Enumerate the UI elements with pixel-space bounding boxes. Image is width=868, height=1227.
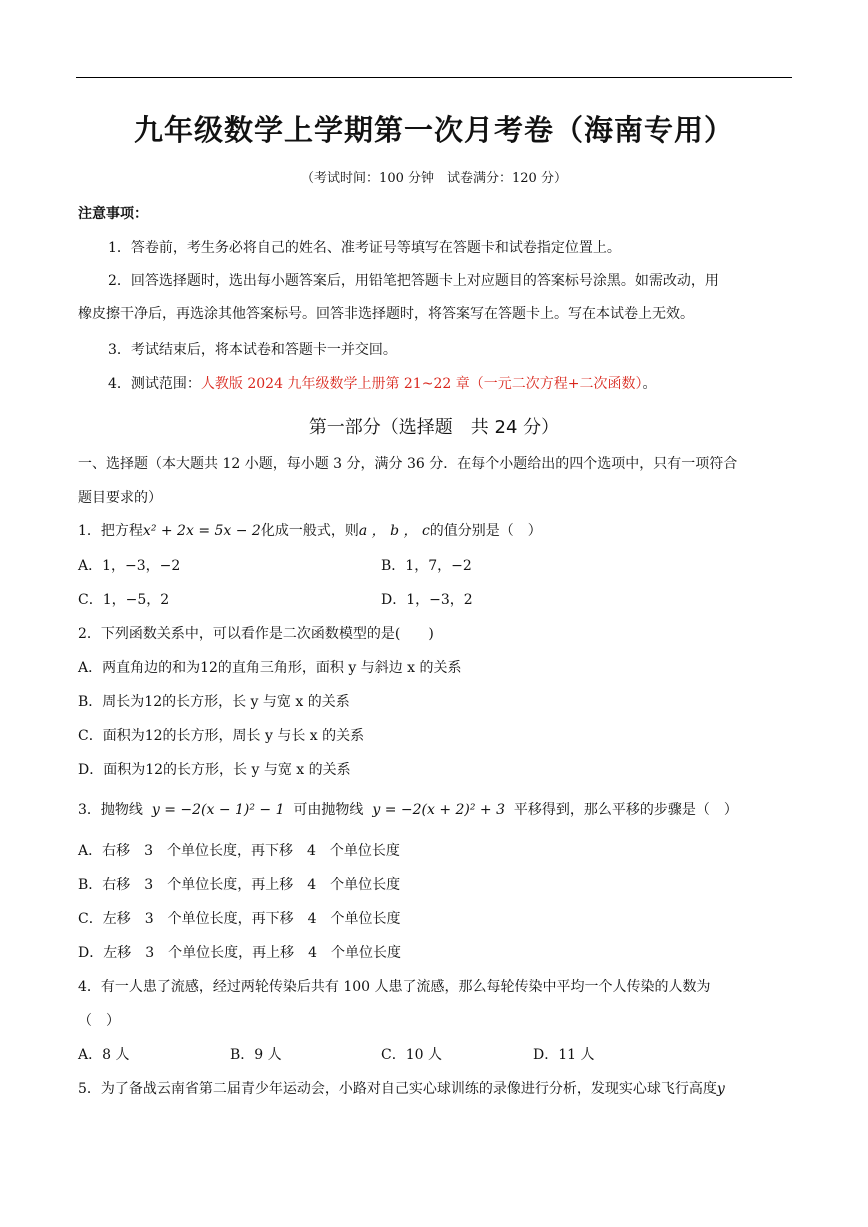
q3-equation-1: y = −2(x − 1)² − 1 — [151, 802, 285, 818]
question-3-stem — [78, 800, 738, 820]
header-rule — [76, 77, 792, 78]
notes-heading: 注意事项： — [78, 206, 148, 222]
option-d: D．1，−3，2 — [381, 592, 473, 608]
section-intro: 一、选择题（本大题共 12 小题，每小题 3 分，满分 36 分．在每个小题给出的四个选项中，只有一项符合 — [78, 456, 738, 472]
q1-middle: 化成一般式，则 — [260, 523, 359, 539]
option-a: A．两直角边的和为12的直角三角形，面积 y 与斜边 x 的关系 — [78, 660, 462, 676]
option-d: D．11 人 — [533, 1047, 595, 1063]
q3-middle: 可由抛物线 — [293, 802, 364, 818]
q1-vars: a ， b ， c — [358, 523, 430, 539]
question-1-stem — [78, 521, 542, 541]
option-b: B．9 人 — [230, 1047, 282, 1063]
q3-suffix: 平移得到，那么平移的步骤是（ ） — [513, 802, 738, 818]
option-c: C．左移 3 个单位长度，再下移 4 个单位长度 — [78, 911, 401, 927]
note-item: 3．考试结束后，将本试卷和答题卡一并交回。 — [108, 342, 397, 358]
option-d: D．左移 3 个单位长度，再上移 4 个单位长度 — [78, 945, 402, 961]
q3-equation-2: y = −2(x + 2)² + 3 — [372, 802, 506, 818]
option-b: B．周长为12的长方形，长 y 与宽 x 的关系 — [78, 694, 350, 710]
option-d: D．面积为12的长方形，长 y 与宽 x 的关系 — [78, 762, 351, 778]
q1-suffix: 的值分别是（ ） — [429, 523, 542, 539]
note-item: 1．答卷前，考生务必将自己的姓名、准考证号等填写在答题卡和试卷指定位置上。 — [108, 240, 621, 256]
option-a: A．8 人 — [78, 1047, 130, 1063]
question-5-stem — [78, 1079, 725, 1099]
option-c: C．面积为12的长方形，周长 y 与长 x 的关系 — [78, 728, 365, 744]
question-4-stem: 4．有一人患了流感，经过两轮传染后共有 100 人患了流感，那么每轮传染中平均一个人传染的人数为 — [78, 979, 711, 995]
section-title: 第一部分（选择题 共 24 分） — [308, 417, 560, 438]
exam-info: （考试时间：100 分钟 试卷满分：120 分） — [301, 171, 567, 186]
answer-parens: （ ） — [78, 1013, 120, 1029]
q5-var: y — [716, 1081, 725, 1097]
range-label: 4．测试范围： — [108, 376, 201, 392]
q3-prefix: 3．抛物线 — [78, 802, 143, 818]
option-c: C．10 人 — [381, 1047, 442, 1063]
q1-prefix: 1．把方程 — [78, 523, 143, 539]
option-a: A．1，−3，−2 — [78, 558, 181, 574]
range-suffix: 。 — [642, 376, 657, 392]
option-a: A．右移 3 个单位长度，再下移 4 个单位长度 — [78, 843, 400, 859]
option-b: B．1，7，−2 — [381, 558, 472, 574]
section-intro: 题目要求的） — [78, 490, 162, 506]
note-item: 橡皮擦干净后，再选涂其他答案标号。回答非选择题时，将答案写在答题卡上。写在本试卷上无效。 — [78, 306, 694, 322]
option-b: B．右移 3 个单位长度，再上移 4 个单位长度 — [78, 877, 401, 893]
question-2-stem: 2．下列函数关系中，可以看作是二次函数模型的是( ) — [78, 626, 434, 642]
option-c: C．1，−5，2 — [78, 592, 170, 608]
page-title: 九年级数学上学期第一次月考卷（海南专用） — [133, 113, 734, 147]
range-text: 人教版 2024 九年级数学上册第 21~22 章（一元二次方程+二次函数） — [200, 376, 643, 392]
note-item-range — [108, 374, 656, 394]
note-item: 2．回答选择题时，选出每小题答案后，用铅笔把答题卡上对应题目的答案标号涂黑。如需改动，用 — [108, 273, 719, 289]
q1-equation: x² + 2x = 5x − 2 — [142, 523, 261, 539]
q5-text: 5．为了备战云南省第二届青少年运动会，小路对自己实心球训练的录像进行分析，发现实心球飞行高度 — [78, 1081, 717, 1097]
